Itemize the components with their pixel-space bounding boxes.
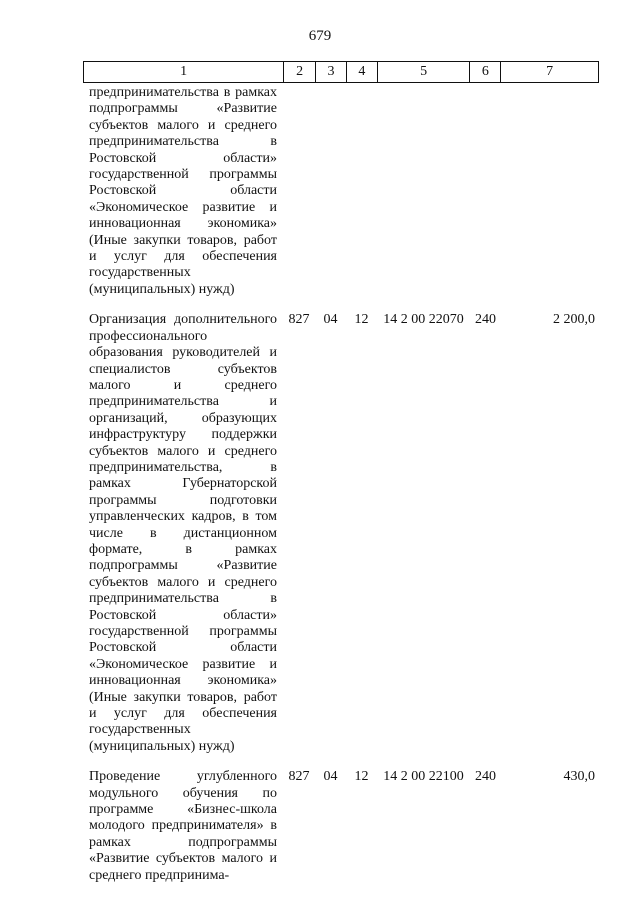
- table-body: [83, 85, 599, 884]
- row-col-7: 2 200,0: [553, 312, 595, 328]
- row-col-3: 04: [323, 312, 338, 328]
- row-col-7: 430,0: [563, 769, 595, 785]
- row-col-3: 04: [323, 769, 338, 785]
- row-col-2: 827: [288, 312, 310, 328]
- row-name: предпринимательства в рамках подпрограммы «Развитие субъектов малого и среднего предпринимательства в Ростовской области» государственной программы Ростовской области «Экономическое развитие и инновационная экономика» (Иные закупки товаров, работ и услуг для обеспечения государственных (муниципальных) нужд): [89, 85, 277, 297]
- header-col-2: 2: [283, 62, 315, 82]
- page-number: 679: [308, 28, 332, 44]
- header-col-3: 3: [315, 62, 346, 82]
- row-col-5: 14 2 00 22100: [383, 769, 464, 785]
- row-col-7: [501, 85, 599, 298]
- row-col-5: [377, 85, 470, 298]
- header-col-5: 5: [377, 62, 470, 82]
- table-header-row: [83, 61, 599, 83]
- row-col-4: [346, 85, 377, 298]
- row-name: Организация дополнительного профессионального образования руководителей и специалистов субъектов малого и среднего предпринимательства и организаций, образующих инфраструктуру поддержки субъектов малого и среднего предпринимательства, в рамках Губернаторской программы подготовки управленческих кадров, в том числе в дистанционном формате, в рамках подпрограммы «Развитие субъектов малого и среднего предпринимательства в Ростовской области» государственной программы Ростовской области «Экономическое развитие и инновационная экономика» (Иные закупки товаров, работ и услуг для обеспечения государственных (муниципальных) нужд): [89, 312, 277, 754]
- row-col-2: [283, 85, 315, 298]
- table-row: [83, 85, 599, 298]
- header-col-1: 1: [180, 64, 188, 79]
- table-row: [83, 769, 599, 884]
- row-col-2: 827: [288, 769, 310, 785]
- row-name: Проведение углубленного модульного обучения по программе «Бизнес-школа молодого предпринимателя» в рамках подпрограммы «Развитие субъектов малого и среднего предпринима-: [89, 769, 277, 883]
- row-col-3: [315, 85, 346, 298]
- row-col-5: 14 2 00 22070: [383, 312, 464, 328]
- header-col-7: 7: [500, 62, 598, 82]
- row-col-6: 240: [475, 769, 496, 785]
- row-col-6: 240: [475, 312, 496, 328]
- row-col-6: [470, 85, 501, 298]
- row-col-4: 12: [354, 769, 369, 785]
- header-col-6: 6: [469, 62, 500, 82]
- table-row: [83, 312, 599, 755]
- header-col-4: 4: [346, 62, 377, 82]
- row-col-4: 12: [354, 312, 369, 328]
